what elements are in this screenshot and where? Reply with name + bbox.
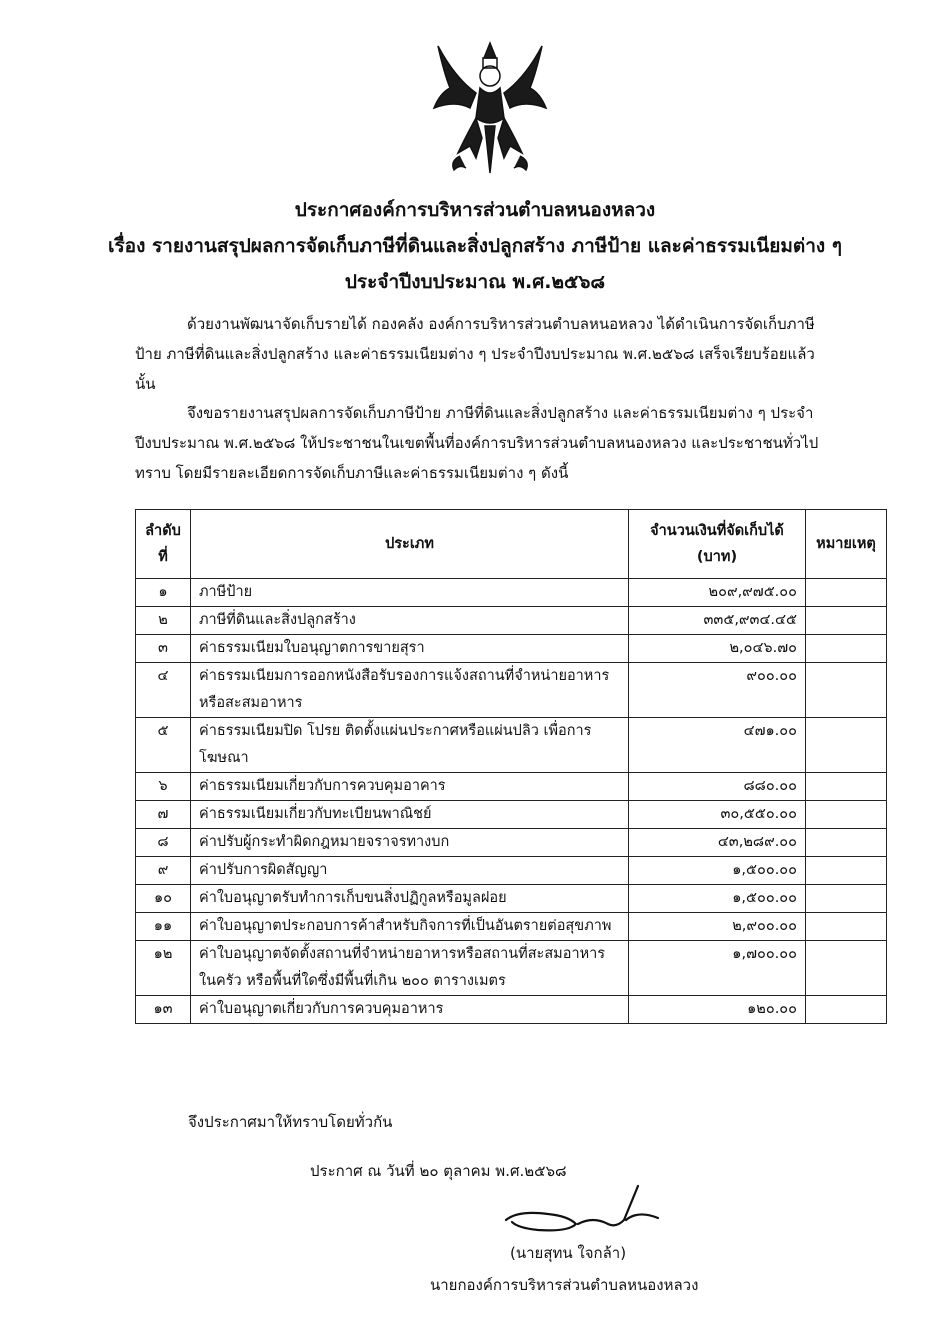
row-amount: ๒๐๙,๙๗๕.๐๐: [629, 579, 806, 607]
row-amount: ๓๐,๕๕๐.๐๐: [629, 801, 806, 829]
table-row: [136, 801, 887, 829]
row-no: ๑๓: [136, 996, 191, 1024]
header-amount: จำนวนเงินที่จัดเก็บได้ (บาท): [629, 510, 806, 579]
row-note: [806, 663, 887, 718]
row-no: ๑๒: [136, 941, 191, 996]
row-amount: ๒,๐๔๖.๗๐: [629, 635, 806, 663]
row-type: ค่าธรรมเนียมการออกหนังสือรับรองการแจ้งสถานที่จำหน่ายอาหารหรือสะสมอาหาร: [191, 663, 629, 718]
row-note: [806, 607, 887, 635]
row-type: ค่าธรรมเนียมเกี่ยวกับทะเบียนพาณิชย์: [191, 801, 629, 829]
row-note: [806, 718, 887, 773]
row-no: ๗: [136, 801, 191, 829]
row-amount: ๑,๕๐๐.๐๐: [629, 885, 806, 913]
row-note: [806, 635, 887, 663]
fees-table: [135, 509, 887, 1024]
table-row: [136, 913, 887, 941]
row-no: ๔: [136, 663, 191, 718]
table-row: [136, 635, 887, 663]
report-paragraph: [135, 398, 835, 488]
row-amount: ๓๓๕,๙๓๔.๔๕: [629, 607, 806, 635]
row-note: [806, 579, 887, 607]
signer-name: (นายสุทน ใจกล้า): [510, 1244, 627, 1262]
row-amount: ๑๒๐.๐๐: [629, 996, 806, 1024]
fiscal-year: ประจำปีงบประมาณ พ.ศ.๒๕๖๘: [344, 271, 606, 293]
row-type: ค่าใบอนุญาตเกี่ยวกับการควบคุมอาหาร: [191, 996, 629, 1024]
row-type: ค่าธรรมเนียมเกี่ยวกับการควบคุมอาคาร: [191, 773, 629, 801]
row-note: [806, 941, 887, 996]
table-row: [136, 773, 887, 801]
row-amount: ๑,๕๐๐.๐๐: [629, 857, 806, 885]
row-type: ค่าปรับการผิดสัญญา: [191, 857, 629, 885]
table-row: [136, 579, 887, 607]
row-note: [806, 996, 887, 1024]
closing-statement: จึงประกาศมาให้ทราบโดยทั่วกัน: [188, 1113, 393, 1131]
announcement-subject: เรื่อง รายงานสรุปผลการจัดเก็บภาษีที่ดินและสิ่งปลูกสร้าง ภาษีป้าย และค่าธรรมเนียมต่าง ๆ: [107, 235, 843, 257]
table-header-row: [136, 510, 887, 579]
row-no: ๑๐: [136, 885, 191, 913]
announcement-date: ประกาศ ณ วันที่ ๒๐ ตุลาคม พ.ศ.๒๕๖๘: [310, 1162, 567, 1180]
row-type: ค่าใบอนุญาตประกอบการค้าสำหรับกิจการที่เป็นอันตรายต่อสุขภาพ: [191, 913, 629, 941]
header-type: ประเภท: [191, 510, 629, 579]
row-type: ค่าใบอนุญาตรับทำการเก็บขนสิ่งปฏิกูลหรือมูลฝอย: [191, 885, 629, 913]
row-amount: ๑,๗๐๐.๐๐: [629, 941, 806, 996]
row-type: ภาษีป้าย: [191, 579, 629, 607]
row-note: [806, 913, 887, 941]
row-no: ๙: [136, 857, 191, 885]
row-amount: ๔๓,๒๘๙.๐๐: [629, 829, 806, 857]
row-note: [806, 885, 887, 913]
row-note: [806, 829, 887, 857]
signature: [498, 1180, 668, 1246]
row-type: ค่าปรับผู้กระทำผิดกฎหมายจราจรทางบก: [191, 829, 629, 857]
table-row: [136, 996, 887, 1024]
row-note: [806, 801, 887, 829]
table-row: [136, 941, 887, 996]
intro-paragraph: [135, 309, 835, 399]
header-no: ลำดับที่: [136, 510, 191, 579]
row-no: ๖: [136, 773, 191, 801]
row-type: ค่าธรรมเนียมปิด โปรย ติดตั้งแผ่นประกาศหรือแผ่นปลิว เพื่อการโฆษณา: [191, 718, 629, 773]
report-paragraph-text: จึงขอรายงานสรุปผลการจัดเก็บภาษีป้าย ภาษีที่ดินและสิ่งปลูกสร้าง และค่าธรรมเนียมต่าง ๆ ประจำปีงบประมาณ พ.ศ.๒๕๖๘ ให้ประชาชนในเขตพื้นที่องค์การบริหารส่วนตำบลหนองหลวง และประชาชนทั่วไปทราบ โดยมีรายละเอียดการจัดเก็บภาษีและค่าธรรมเนียมต่าง ๆ ดังนี้: [135, 404, 819, 482]
row-no: ๓: [136, 635, 191, 663]
header-note: หมายเหตุ: [806, 510, 887, 579]
row-type: ภาษีที่ดินและสิ่งปลูกสร้าง: [191, 607, 629, 635]
row-note: [806, 773, 887, 801]
announcement-header: [0, 192, 950, 300]
row-type: ค่าใบอนุญาตจัดตั้งสถานที่จำหน่ายอาหารหรือสถานที่สะสมอาหารในครัว หรือพื้นที่ใดซึ่งมีพื้นที่เกิน ๒๐๐ ตารางเมตร: [191, 941, 629, 996]
signer-position: นายกองค์การบริหารส่วนตำบลหนองหลวง: [430, 1276, 699, 1294]
garuda-emblem: [430, 38, 550, 178]
table-row: [136, 663, 887, 718]
row-note: [806, 857, 887, 885]
table-row: [136, 607, 887, 635]
row-amount: ๘๘๐.๐๐: [629, 773, 806, 801]
table-row: [136, 885, 887, 913]
table-row: [136, 857, 887, 885]
row-amount: ๒,๙๐๐.๐๐: [629, 913, 806, 941]
intro-paragraph-text: ด้วยงานพัฒนาจัดเก็บรายได้ กองคลัง องค์การบริหารส่วนตำบลหนอหลวง ได้ดำเนินการจัดเก็บภาษีป้าย ภาษีที่ดินและสิ่งปลูกสร้าง และค่าธรรมเนียมต่าง ๆ ประจำปีงบประมาณ พ.ศ.๒๕๖๘ เสร็จเรียบร้อยแล้วนั้น: [135, 315, 815, 393]
row-type: ค่าธรรมเนียมใบอนุญาตการขายสุรา: [191, 635, 629, 663]
row-no: ๑: [136, 579, 191, 607]
row-no: ๑๑: [136, 913, 191, 941]
row-amount: ๔๗๑.๐๐: [629, 718, 806, 773]
row-amount: ๙๐๐.๐๐: [629, 663, 806, 718]
table-row: [136, 829, 887, 857]
table-row: [136, 718, 887, 773]
row-no: ๒: [136, 607, 191, 635]
announcement-title: ประกาศองค์การบริหารส่วนตำบลหนองหลวง: [294, 199, 656, 221]
row-no: ๕: [136, 718, 191, 773]
row-no: ๘: [136, 829, 191, 857]
